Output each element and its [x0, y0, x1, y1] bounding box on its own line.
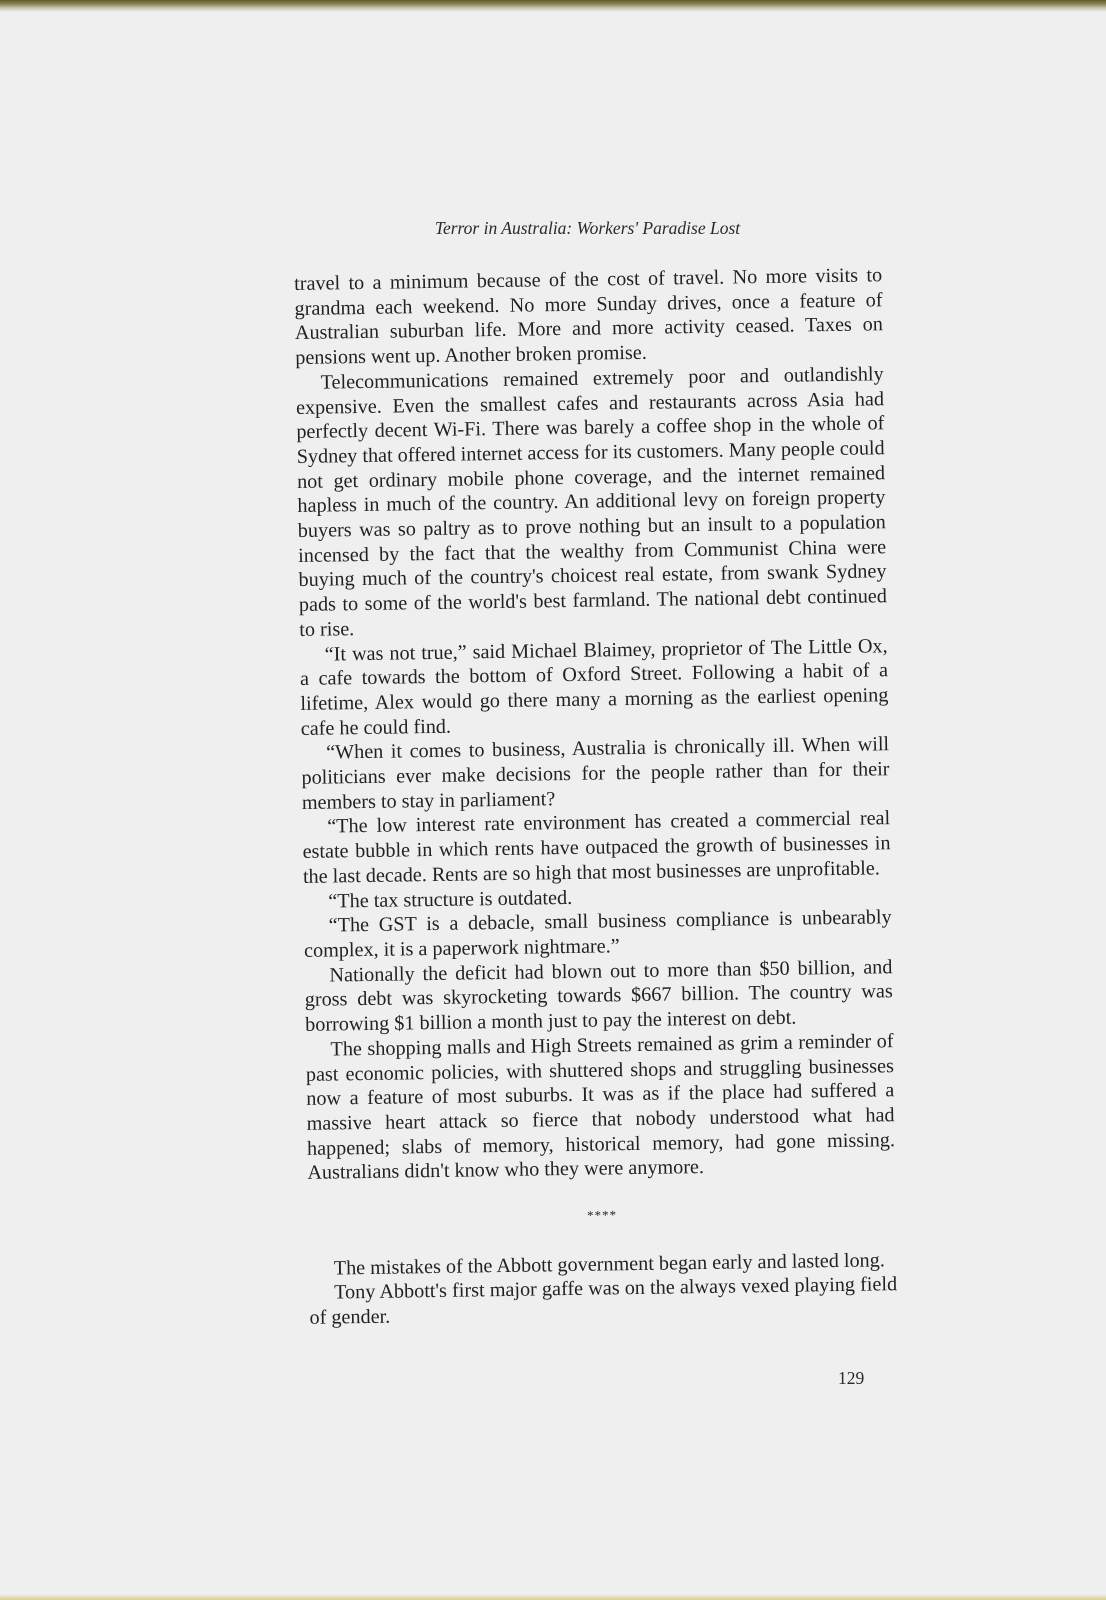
paragraph: Telecommunications remained extremely poor and outlandishly expensive. Even the smallest cafes and restaurants across Asia had perfectly decent Wi-Fi. There was barely a coffee shop in the whole of Sydney that offered internet access for its customers. Many people could not get ordinary mobile phone coverage, and the internet remained hapless in much of the country. An additional levy on foreign property buyers was so paltry as to prove nothing but an insult to a population incensed by the fact that the wealthy from Communist China were buying much of the country's choicest real estate, from swank Sydney pads to some of the world's best farmland. The national debt continued to rise.: [295, 363, 888, 641]
paragraph: “When it comes to business, Australia is chronically ill. When will politicians ever make decisions for the people rather than for their members to stay in parliament?: [301, 733, 890, 814]
page-number: 129: [838, 1368, 865, 1388]
paragraph: “The tax structure is outdated.: [328, 886, 573, 913]
paragraph: The shopping malls and High Streets remained as grim a reminder of past economic policies, with shuttered shops and struggling businesses now a feature of most suburbs. It was as if the place had suffered a massive heart attack so fierce that nobody understood what had happened; slabs of memory, historical memory, had gone missing. Australians didn't know who they were anymore.: [305, 1029, 896, 1185]
section-separator: ****: [586, 1207, 618, 1223]
paragraph: Nationally the deficit had blown out to more than $50 billion, and gross debt was skyrocketing towards $667 billion. The country was borrowing $1 billion a month just to pay the interest on debt.: [304, 955, 893, 1037]
paragraph: “The GST is a debacle, small business compliance is unbearably complex, it is a paperwork nightmare.”: [303, 906, 892, 962]
body-text: [294, 263, 898, 1330]
paragraph: travel to a minimum because of the cost of travel. No more visits to grandma each weekend. No more Sunday drives, once a feature of Australian suburban life. More and more activity ceased. Taxes on pensions went up. Another broken promise.: [294, 264, 884, 370]
scan-top-edge: [0, 0, 1106, 12]
running-head: Terror in Australia: Workers' Paradise Lost: [434, 218, 741, 238]
paragraph: Tony Abbott's first major gaffe was on the always vexed playing field of gender.: [309, 1273, 898, 1330]
paragraph: “It was not true,” said Michael Blaimey, proprietor of The Little Ox, a cafe towards the bottom of Oxford Street. Following a habit of a lifetime, Alex would go there many a morning as the earliest opening cafe he could find.: [299, 634, 889, 740]
paragraph: The mistakes of the Abbott government began early and lasted long.: [333, 1249, 885, 1280]
scan-bottom-edge: [0, 1594, 1106, 1600]
paragraph: “The low interest rate environment has created a commercial real estate bubble in which rents have outpaced the growth of businesses in the last decade. Rents are so high that most businesses are unprofitable.: [302, 807, 891, 888]
